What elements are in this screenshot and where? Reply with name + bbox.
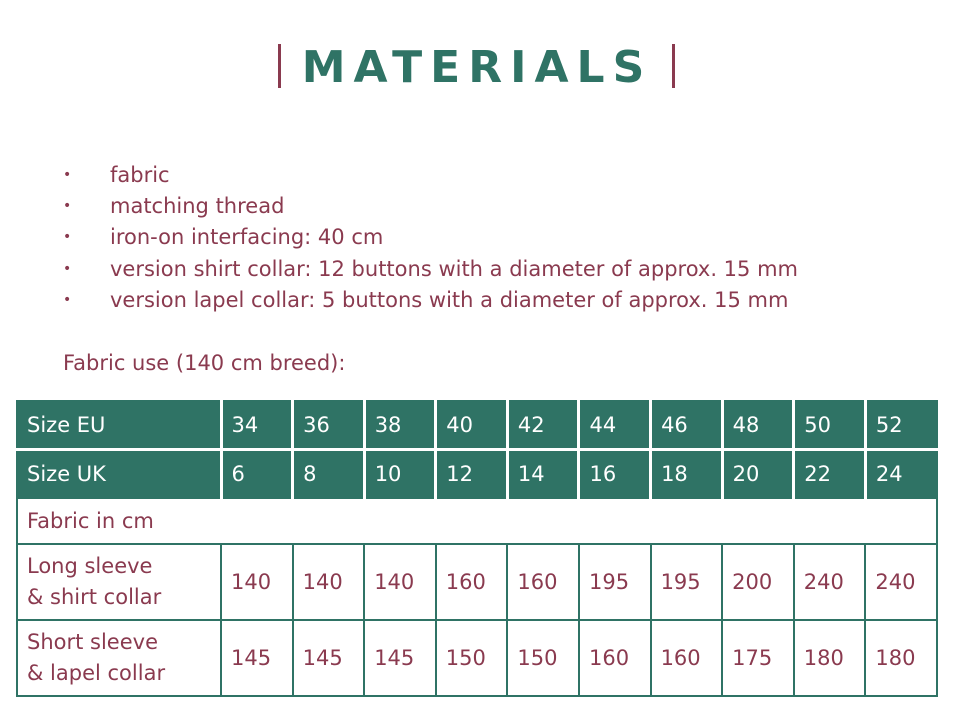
short-sleeve-label: [17, 620, 221, 696]
list-item-text: fabric: [110, 163, 170, 187]
bullet-icon: •: [63, 260, 72, 277]
bullet-icon: •: [63, 198, 72, 215]
table-row-size-eu: [17, 401, 937, 450]
table-cell: 50: [794, 401, 866, 450]
bullet-icon: •: [63, 167, 72, 183]
fabric-use-label: Fabric use (140 cm breed):: [63, 351, 346, 375]
table-cell: 10: [364, 450, 436, 499]
table-cell: 24: [865, 450, 937, 499]
table-cell: 195: [579, 544, 651, 620]
table-cell: 240: [794, 544, 866, 620]
list-item: [63, 254, 798, 285]
list-item-text: matching thread: [110, 194, 285, 219]
table-cell: 160: [651, 620, 723, 696]
list-item: [63, 191, 798, 222]
list-item: [63, 160, 798, 191]
title-divider-right: [672, 44, 675, 88]
table-cell: 46: [651, 401, 723, 450]
materials-list: [63, 160, 798, 316]
table-cell: 160: [436, 544, 508, 620]
table-cell: 40: [436, 401, 508, 450]
table-cell: 20: [722, 450, 794, 499]
table-row-short-sleeve: [17, 620, 937, 696]
table-cell: 16: [579, 450, 651, 499]
table-cell: 150: [507, 620, 579, 696]
table-cell: 180: [865, 620, 937, 696]
table-cell: 140: [221, 544, 293, 620]
list-item-text: version lapel collar: 5 buttons with a diameter of approx. 15 mm: [110, 287, 789, 312]
table-cell: 14: [507, 450, 579, 499]
row-label-line: Long sleeve: [27, 554, 153, 578]
page-title: MATERIALS: [301, 42, 653, 93]
table-cell: 52: [865, 401, 937, 450]
table-cell: 200: [722, 544, 794, 620]
row-label-line: & shirt collar: [27, 585, 162, 609]
bullet-icon: •: [63, 291, 72, 308]
table-cell: 12: [436, 450, 508, 499]
table-cell: 140: [293, 544, 365, 620]
table-cell: 180: [794, 620, 866, 696]
table-cell: 195: [651, 544, 723, 620]
size-table: [16, 400, 938, 697]
bullet-icon: •: [63, 229, 72, 246]
table-cell: 145: [293, 620, 365, 696]
list-item: [63, 285, 798, 316]
table-cell: 240: [865, 544, 937, 620]
table-cell: 8: [293, 450, 365, 499]
list-item-text: version shirt collar: 12 buttons with a diameter of approx. 15 mm: [110, 256, 798, 281]
table-row-size-uk: [17, 450, 937, 499]
fabric-in-cm-label: Fabric in cm: [17, 498, 937, 544]
table-cell: 34: [221, 401, 293, 450]
long-sleeve-label: [17, 544, 221, 620]
table-cell: 6: [221, 450, 293, 499]
table-cell: 160: [579, 620, 651, 696]
size-uk-label: Size UK: [17, 450, 221, 499]
table-cell: 38: [364, 401, 436, 450]
table-cell: 160: [507, 544, 579, 620]
list-item-text: iron-on interfacing: 40 cm: [110, 225, 384, 250]
table-cell: 22: [794, 450, 866, 499]
table-cell: 175: [722, 620, 794, 696]
size-eu-label: Size EU: [17, 401, 221, 450]
table-cell: 145: [221, 620, 293, 696]
table-row-fabric-header: [17, 498, 937, 544]
table-cell: 140: [364, 544, 436, 620]
row-label-line: Short sleeve: [27, 630, 158, 654]
table-cell: 48: [722, 401, 794, 450]
table-cell: 145: [364, 620, 436, 696]
list-item: [63, 222, 798, 253]
table-row-long-sleeve: [17, 544, 937, 620]
table-cell: 36: [293, 401, 365, 450]
table-cell: 18: [651, 450, 723, 499]
row-label-line: & lapel collar: [27, 661, 166, 685]
table-cell: 42: [507, 401, 579, 450]
table-cell: 44: [579, 401, 651, 450]
table-cell: 150: [436, 620, 508, 696]
title-block: [0, 38, 954, 98]
